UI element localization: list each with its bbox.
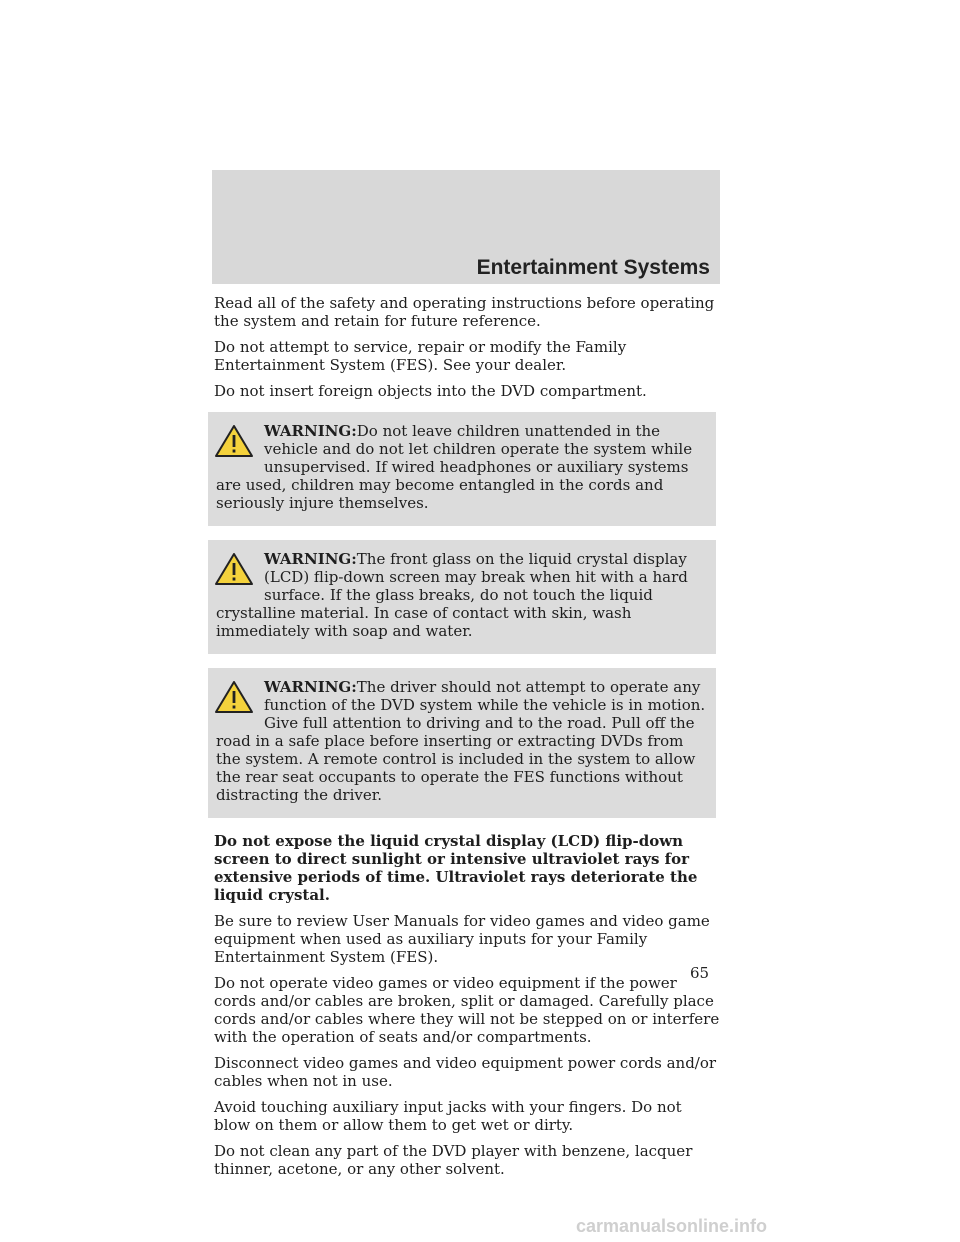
page-number: 65 bbox=[690, 964, 710, 982]
warning-label: WARNING: bbox=[264, 550, 357, 568]
body-paragraph: Disconnect video games and video equipment power cords and/or cables when not in use. bbox=[214, 1054, 717, 1090]
warning-box bbox=[208, 412, 716, 526]
footer-watermark: carmanualsonline.info bbox=[576, 1216, 768, 1236]
body-paragraph: Be sure to review User Manuals for video games and video game equipment when used as auxiliary inputs for your Family Entertainment System (FES). bbox=[214, 912, 710, 966]
warning-body: Do not leave children unattended in the vehicle and do not let children operate the system while unsupervised. If wired headphones or auxiliary systems are used, children may become entangled in the cords and seriously injure themselves. bbox=[216, 422, 693, 512]
intro-paragraph: Do not insert foreign objects into the DVD compartment. bbox=[214, 382, 647, 400]
section-title: Entertainment Systems bbox=[476, 256, 710, 279]
body-paragraph: Do not operate video games or video equipment if the power cords and/or cables are broken, split or damaged. Carefully place cords and/or cables where they will not be stepped on or interfere with the operation of seats and/or compartments. bbox=[214, 974, 720, 1046]
intro-paragraph: Do not attempt to service, repair or modify the Family Entertainment System (FES). See your dealer. bbox=[214, 338, 627, 374]
warning-triangle-icon bbox=[214, 552, 258, 588]
bold-notice: Do not expose the liquid crystal display (LCD) flip-down screen to direct sunlight or intensive ultraviolet rays for extensive periods of time. Ultraviolet rays deteriorate the liquid crystal. bbox=[214, 832, 698, 904]
warning-triangle-icon bbox=[214, 680, 258, 716]
warning-box bbox=[208, 540, 716, 654]
warning-text bbox=[216, 678, 706, 804]
warning-body: The driver should not attempt to operate any function of the DVD system while the vehicle is in motion. Give full attention to driving and to the road. Pull off the road in a safe place before inserting or extracting DVDs from the system. A remote control is included in the system to allow the rear seat occupants to operate the FES functions without distracting the driver. bbox=[216, 678, 706, 804]
body-paragraph: Avoid touching auxiliary input jacks with your fingers. Do not blow on them or allow them to get wet or dirty. bbox=[214, 1098, 682, 1134]
warning-body: The front glass on the liquid crystal display (LCD) flip-down screen may break when hit with a hard surface. If the glass breaks, do not touch the liquid crystalline material. In case of contact with skin, wash immediately with soap and water. bbox=[216, 550, 688, 640]
body-paragraph: Do not clean any part of the DVD player with benzene, lacquer thinner, acetone, or any other solvent. bbox=[214, 1142, 693, 1178]
page-content bbox=[214, 294, 722, 1186]
warning-text bbox=[216, 422, 706, 512]
intro-paragraph: Read all of the safety and operating instructions before operating the system and retain for future reference. bbox=[214, 294, 715, 330]
warning-box bbox=[208, 668, 716, 818]
warning-label: WARNING: bbox=[264, 678, 357, 696]
section-header bbox=[212, 170, 720, 284]
warning-label: WARNING: bbox=[264, 422, 357, 440]
warning-triangle-icon bbox=[214, 424, 258, 460]
warning-text bbox=[216, 550, 706, 640]
